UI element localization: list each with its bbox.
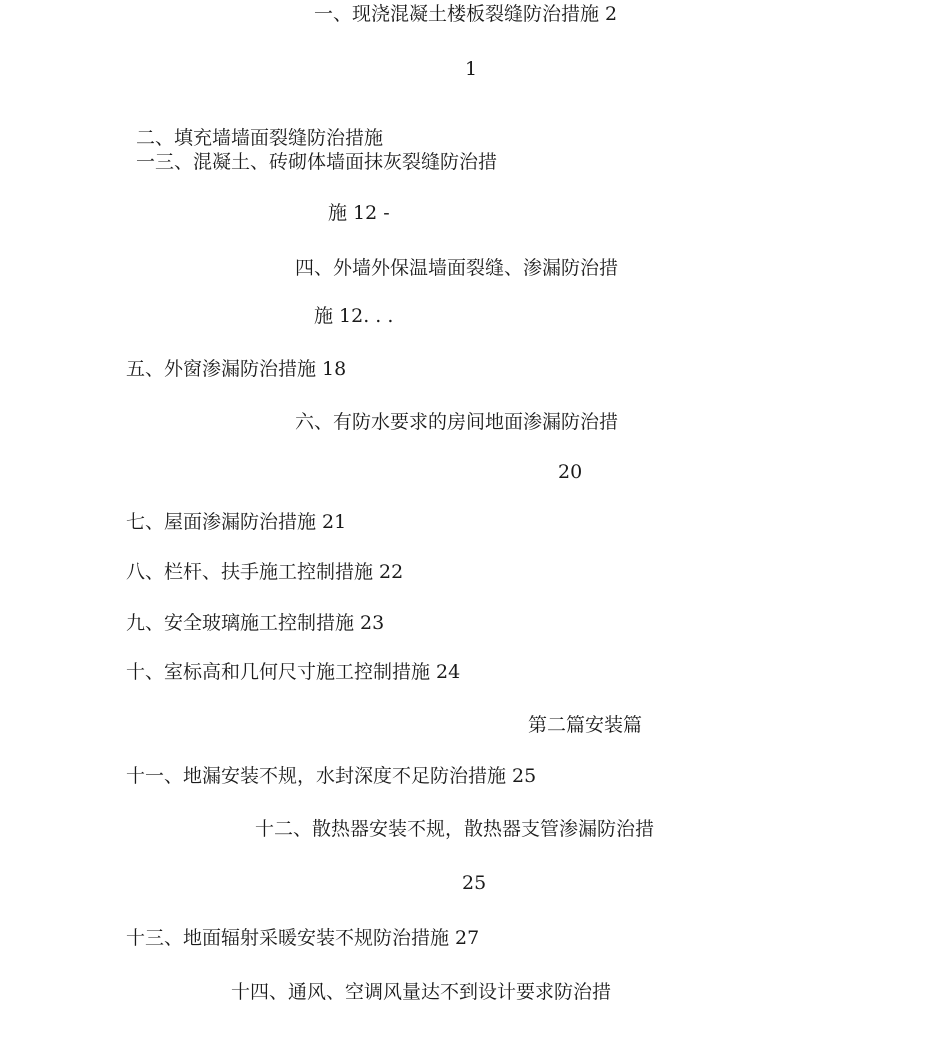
toc-entry-3: 一三、混凝土、砖砌体墙面抹灰裂缝防治措 xyxy=(136,151,498,173)
toc-page-number: 20 xyxy=(558,461,583,483)
toc-page-number: 25 xyxy=(462,872,487,894)
toc-entry-2: 二、填充墙墙面裂缝防治措施 xyxy=(136,127,384,149)
toc-entry-1: 一、现浇混凝土楼板裂缝防治措施 2 xyxy=(314,3,618,25)
toc-page-number: 1 xyxy=(465,58,478,80)
toc-entry-11: 十一、地漏安装不规，水封深度不足防治措施 25 xyxy=(126,765,537,787)
toc-entry-4-continued: 施 12. . . xyxy=(314,305,394,327)
toc-entry-9: 九、安全玻璃施工控制措施 23 xyxy=(126,612,385,634)
toc-entry-12: 十二、散热器安装不规，散热器支管渗漏防治措 xyxy=(255,818,655,840)
toc-entry-7: 七、屋面渗漏防治措施 21 xyxy=(126,511,347,533)
toc-entry-13: 十三、地面辐射采暖安装不规防治措施 27 xyxy=(126,927,480,949)
toc-entry-10: 十、室标高和几何尺寸施工控制措施 24 xyxy=(126,661,461,683)
toc-entry-4: 四、外墙外保温墙面裂缝、渗漏防治措 xyxy=(295,257,619,279)
section-heading: 第二篇安装篇 xyxy=(528,714,643,736)
toc-entry-3-continued: 施 12 - xyxy=(328,202,390,224)
toc-entry-8: 八、栏杆、扶手施工控制措施 22 xyxy=(126,561,404,583)
toc-entry-6: 六、有防水要求的房间地面渗漏防治措 xyxy=(295,411,619,433)
toc-entry-5: 五、外窗渗漏防治措施 18 xyxy=(126,358,347,380)
toc-entry-14: 十四、通风、空调风量达不到设计要求防治措 xyxy=(231,981,612,1003)
